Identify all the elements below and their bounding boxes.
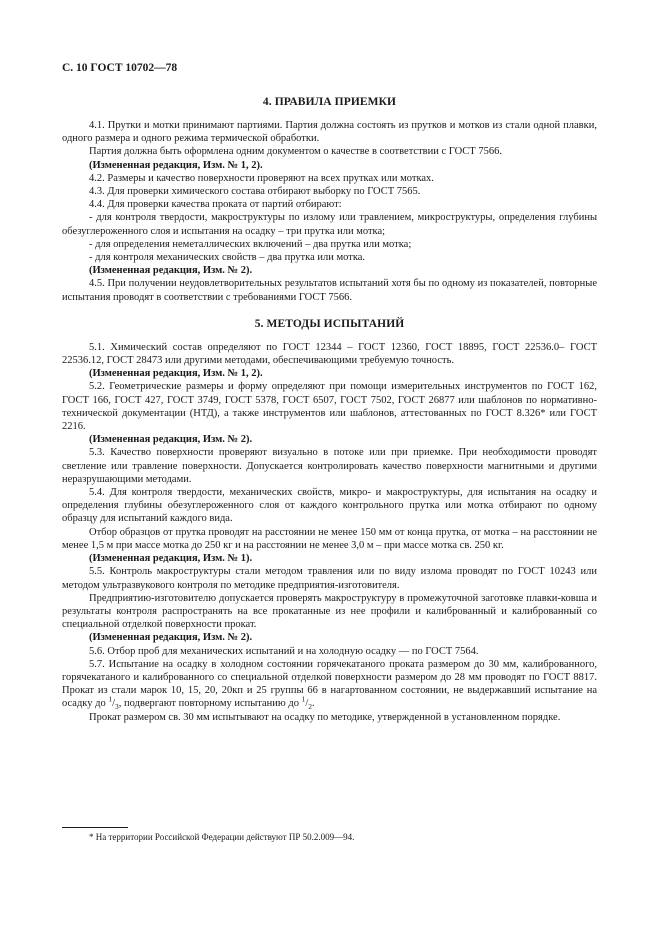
paragraph: 4.4. Для проверки качества проката от партий отбирают: xyxy=(89,199,342,211)
fraction-slash: / xyxy=(305,698,309,710)
text-run: . xyxy=(312,698,315,710)
paragraph: 4.5. При получении неудовлетворительных результатов испытаний хотя бы по одному из показателей, повторные испытания проводят в соответствии с требованиями ГОСТ 7566. xyxy=(62,278,597,303)
revision-note: (Измененная редакция, Изм. № 1, 2). xyxy=(89,368,263,380)
paragraph: 5.3. Качество поверхности проверяют визуально в потоке или при приемке. При необходимости проводят светление или травление поверхности. Допускается контролировать качество поверхности магнитными и другими неразрушающими методами. xyxy=(62,447,597,485)
fraction-denominator: 3 xyxy=(115,702,119,712)
page-header: С. 10 ГОСТ 10702—78 xyxy=(62,62,178,74)
section-4-title: 4. ПРАВИЛА ПРИЕМКИ xyxy=(262,96,397,108)
footnote-divider xyxy=(62,827,128,828)
revision-note: (Измененная редакция, Изм. № 2). xyxy=(89,632,253,644)
revision-note: (Измененная редакция, Изм. № 1). xyxy=(89,553,253,565)
paragraph-5-7 xyxy=(62,658,597,711)
footnote: * На территории Российской Федерации действуют ПР 50.2.009—94. xyxy=(89,832,355,842)
fraction-denominator: 2 xyxy=(308,702,313,712)
list-item: - для контроля твердости, макроструктуры по излому или травлением, микроструктуры, определения глубины обезуглероженного слоя и испытания на осадку – три прутка или мотка; xyxy=(62,212,597,237)
revision-note: (Измененная редакция, Изм. № 1, 2). xyxy=(89,159,263,171)
revision-note: (Измененная редакция, Изм. № 2). xyxy=(89,434,253,446)
revision-note: (Измененная редакция, Изм. № 2). xyxy=(89,265,253,277)
section-5-title: 5. МЕТОДЫ ИСПЫТАНИЙ xyxy=(254,317,405,330)
paragraph: 5.5. Контроль макроструктуры стали методом травления или по виду излома проводят по ГОСТ 10243 или методом ультразвукового контроля по методике предприятия-изготовителя. xyxy=(62,566,597,591)
paragraph: Предприятию-изготовителю допускается проверять макроструктуру в промежуточной заготовке плавки-ковша и результаты контроля распространять на все прокатанные из нее профили и калиброванный и калиброванный со специальной отделкой поверхности прокат. xyxy=(62,592,597,631)
paragraph: Партия должна быть оформлена одним документом о качестве в соответствии с ГОСТ 7566. xyxy=(89,146,502,158)
paragraph: Прокат размером св. 30 мм испытывают на осадку по методике, утвержденной в установленном порядке. xyxy=(89,711,561,723)
paragraph: 5.6. Отбор проб для механических испытаний и на холодную осадку — по ГОСТ 7564. xyxy=(89,645,479,657)
paragraph: 4.1. Прутки и мотки принимают партиями. Партия должна состоять из прутков и мотков из стали одной плавки, одного размера и одного режима термической обработки. xyxy=(62,120,597,145)
paragraph: 4.3. Для проверки химического состава отбирают выборку по ГОСТ 7565. xyxy=(89,186,421,198)
paragraph: Отбор образцов от прутка проводят на расстоянии не менее 150 мм от конца прутка, от мотка – на расстоянии не менее 1,5 м при массе мотка до 250 кг и на расстоянии не менее 3,0 м – при массе мотка св. 250 кг. xyxy=(62,526,597,551)
document-page xyxy=(62,62,597,724)
fraction-numerator: 1 xyxy=(301,694,306,704)
paragraph: 5.2. Геометрические размеры и форму определяют при помощи измерительных инструментов по ГОСТ 162, ГОСТ 166, ГОСТ 427, ГОСТ 3749, ГОСТ 5378, ГОСТ 6507, ГОСТ 7502, ГОСТ 26877 или шаблонов по нормативно-технической документации (НТД), а также инструментов или шаблонов, аттестованных по ГОСТ 8.326* или ГОСТ 2216. xyxy=(62,381,597,433)
fraction-slash: / xyxy=(112,698,116,710)
paragraph: 4.2. Размеры и качество поверхности проверяют на всех прутках или мотках. xyxy=(89,172,434,184)
list-item: - для контроля механических свойств – два прутка или мотка. xyxy=(89,252,366,264)
text-run: 5.7. Испытание на осадку в холодном состоянии горячекатаного проката размером до 30 мм, калиброванного, горячекатаного и калиброванного со специальной отделкой поверхности размером до 28 мм проводят по ГОСТ 8817. Прокат из стали марок 10, 15, 20, 20кп и 25 группы 66 в нагартованном состоянии, не выдержавший испытание на осадку до xyxy=(62,658,597,710)
text-run: , подвергают повторному испытанию до xyxy=(118,698,302,710)
fraction-numerator: 1 xyxy=(108,694,113,704)
paragraph: 5.4. Для контроля твердости, механических свойств, микро- и макроструктуры, для испытания на осадку и определения глубины обезуглероженного слоя от каждого контрольного прутка или мотка отбирают по одному образцу для испытаний каждого вида. xyxy=(62,487,597,525)
list-item: - для определения неметаллических включений – два прутка или мотка; xyxy=(89,238,412,250)
paragraph: 5.1. Химический состав определяют по ГОСТ 12344 – ГОСТ 12360, ГОСТ 18895, ГОСТ 22536.0– ГОСТ 22536.12, ГОСТ 28473 или другими методами, обеспечивающими требуемую точность. xyxy=(62,341,597,367)
